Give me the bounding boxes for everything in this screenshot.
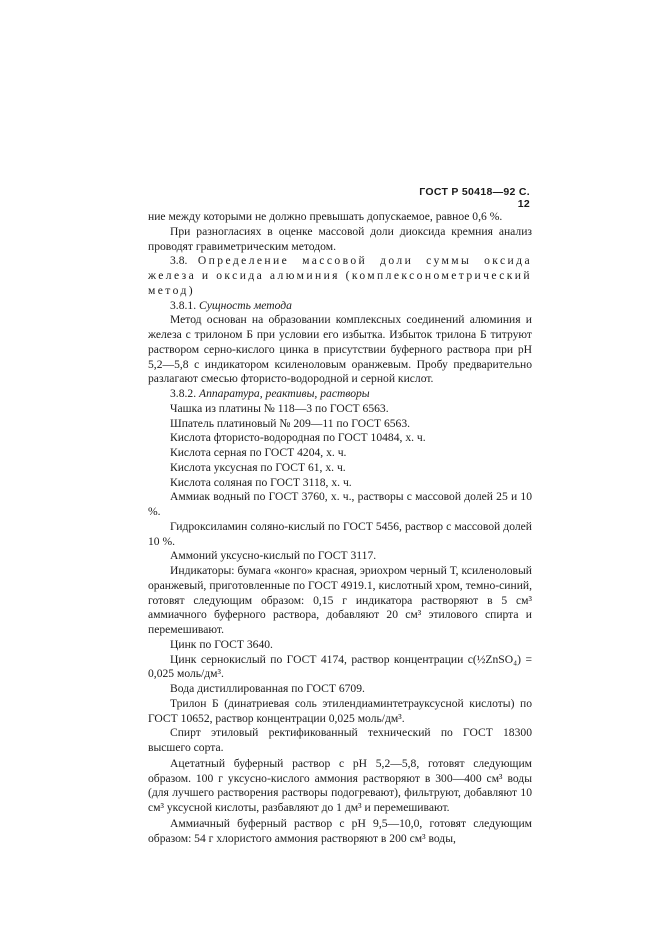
list-item: Индикаторы: бумага «конго» красная, эриохром черный Т, ксиленоловый оранжевый, приготовленные по ГОСТ 4919.1, кислотный хром, темно-синий, готовят следующим образом: 0,15 г индикатора растворяют в 5 см³ аммиачного буферного раствора, добавляют 20 см³ этилового спирта и перемешивают. [148, 564, 532, 636]
list-item: Аммиак водный по ГОСТ 3760, х. ч., растворы с массовой долей 25 и 10 %. [148, 490, 532, 518]
paragraph-method-essence: Метод основан на образовании комплексных соединений алюминия и железа с трилоном Б при условии его избытка. Избыток трилона Б титруют раствором серно-кислого цинка в присутствии буферного раствора при pH 5,2—5,8 с индикатором ксиленоловым оранжевым. Пробу предварительно разлагают смесью фтористо-водородной и серной кислот. [148, 313, 532, 386]
list-item: Цинк сернокислый по ГОСТ 4174, раствор концентрации c(½ZnSO₄) = 0,025 моль/дм³. [148, 652, 532, 681]
list-item: Вода дистиллированная по ГОСТ 6709. [170, 682, 365, 695]
list-item: Кислота соляная по ГОСТ 3118, х. ч. [170, 475, 352, 489]
list-item: Аммиачный буферный раствор с pH 9,5—10,0, готовят следующим образом: 54 г хлористого аммония растворяют в 200 см³ воды, [148, 816, 532, 845]
list-item: Гидроксиламин соляно-кислый по ГОСТ 5456, раствор с массовой долей 10 %. [148, 519, 532, 548]
list-item: Ацетатный буферный раствор с pH 5,2—5,8, готовят следующим образом. 100 г уксусно-кислого аммония растворяют в 300—400 см³ воды (для лучшего растворения растворы подогревают), фильтруют, добавляют 10 см³ уксусной кислоты, разбавляют до 1 дм³ и перемешивают. [148, 756, 532, 814]
subsection-title: Аппаратура, реактивы, растворы [198, 387, 370, 400]
list-item: Цинк по ГОСТ 3640. [170, 637, 273, 651]
list-item: Кислота уксусная по ГОСТ 61, х. ч. [170, 460, 346, 474]
section-number: 3.8. [170, 254, 198, 268]
list-item: Трилон Б (динатриевая соль этилендиаминтетрауксусной кислоты) по ГОСТ 10652, раствор концентрации 0,025 моль/дм³. [148, 696, 532, 725]
paragraph-disagreement: При разногласиях в оценке массовой доли диоксида кремния анализ проводят гравиметрическим методом. [148, 224, 532, 253]
list-item: Кислота серная по ГОСТ 4204, х. ч. [170, 446, 347, 459]
section-3-8-heading [148, 254, 532, 298]
paragraph-continuation: ние между которыми не должно превышать допускаемое, равное 0,6 %. [148, 210, 503, 223]
list-item: Чашка из платины № 118—3 по ГОСТ 6563. [170, 401, 389, 415]
subsection-title: Сущность метода [198, 298, 292, 312]
subsection-number: 3.8.1. [170, 298, 199, 312]
subsection-3-8-2-heading [148, 387, 532, 402]
body-text [148, 210, 532, 846]
running-head: ГОСТ Р 50418—92 С. 12 [419, 186, 530, 210]
subsection-number: 3.8.2. [170, 387, 199, 400]
subsection-3-8-1-heading [148, 299, 532, 314]
list-item: Спирт этиловый ректификованный технический по ГОСТ 18300 высшего сорта. [148, 726, 532, 754]
list-item: Шпатель платиновый № 209—11 по ГОСТ 6563. [170, 416, 411, 430]
list-item: Аммоний уксусно-кислый по ГОСТ 3117. [170, 549, 377, 563]
list-item: Кислота фтористо-водородная по ГОСТ 10484, х. ч. [170, 431, 426, 445]
section-title: Определение массовой доли суммы оксида железа и оксида алюминия (комплексонометрический метод) [148, 254, 533, 297]
